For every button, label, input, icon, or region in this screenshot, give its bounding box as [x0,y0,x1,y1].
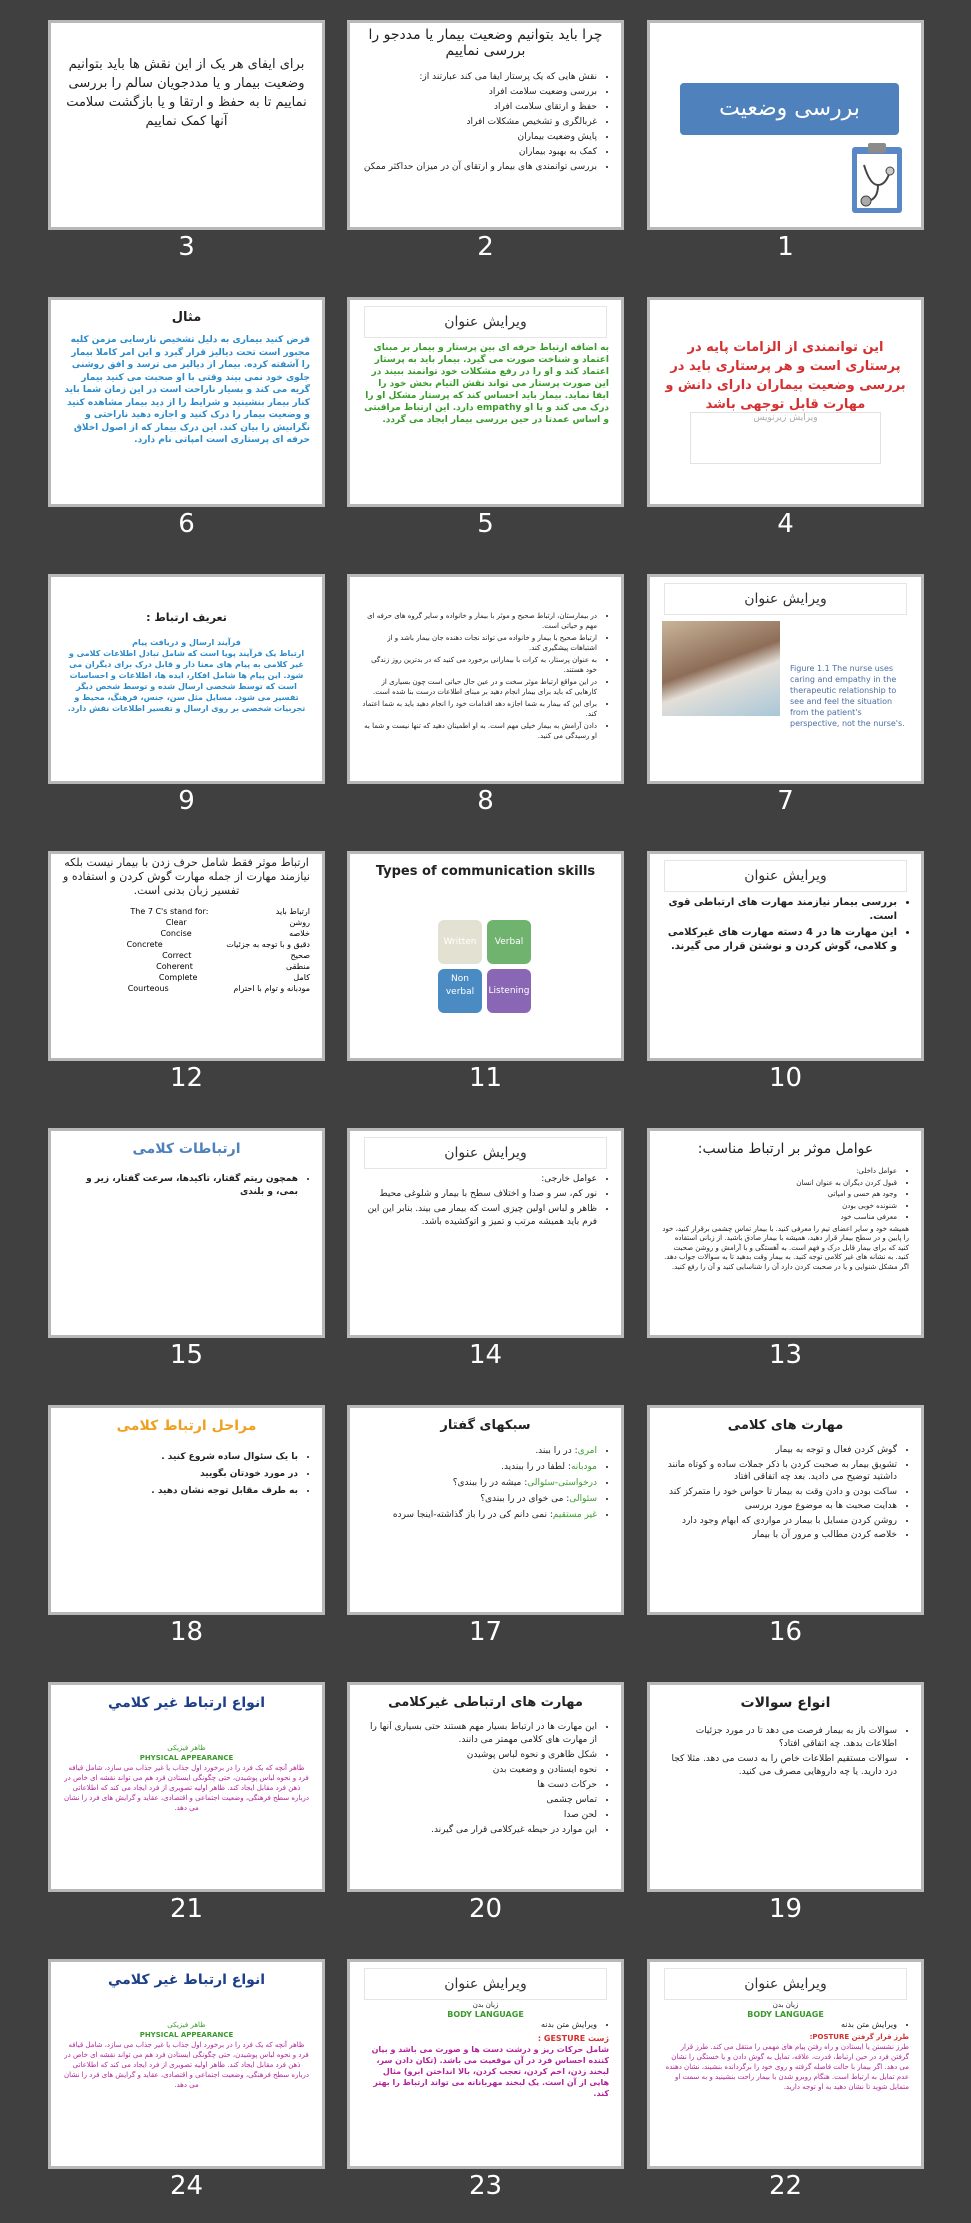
slide-number: 9 [178,786,195,816]
slide-number: 18 [169,1617,204,1647]
list-item: • گوش کردن فعال و توجه به بیمار [662,1444,897,1457]
slide-number: 23 [468,2171,503,2201]
list-item: • غربالگری و تشخیص مشکلات افراد [362,116,597,129]
slide-number: 20 [468,1894,503,1924]
list-header-fa: ارتباط باید [275,907,310,916]
fa-item: خلاصه [289,929,310,938]
slide-number: 3 [178,232,195,262]
slide-number: 4 [777,509,794,539]
list-item: • عوامل خارجی: [362,1173,597,1186]
fa-item: روشن [289,918,310,927]
figure-caption: Figure 1.1 The nurse uses caring and empathy in the therapeutic relationship to see and feel the situation from the patient's perspective, not the nurse's. [790,664,905,728]
slide-21[interactable] [48,1682,325,1892]
slide-6[interactable] [48,297,325,507]
list-item: • ظاهر و لباس اولین چیزی است که بیمار می بیند. بنابر این این فرم باید همیشه مرتب و تمیز و اتوکشیده باشد. [362,1203,597,1229]
list-item: • برای این که بیمار به شما اجازه دهد اقدامات خود را انجام دهید باید به شما اعتماد کند. [362,699,597,719]
list-item: • سوالات باز به بیمار فرصت می دهد تا در مورد جزئیات اطلاعات بدهد. چه اتفاقی افتاد؟ [662,1725,897,1751]
slide-number: 7 [777,786,794,816]
subtitle-placeholder: ویرایش زیرنویس [690,412,881,464]
list-item: • با یک سئوال ساده شروع کنید . [63,1450,298,1465]
slide-title: مراحل ارتباط کلامی [116,1418,257,1434]
style-example: : نمی دانم کی در را باز گذاشته-اینجا سرده [392,1510,553,1520]
style-example: : در را ببند. [535,1446,578,1456]
fa-item: کامل [293,973,310,982]
tile-nonverbal: Non verbal [438,969,482,1013]
list-item: • به عنوان پرستار، به کرات با بیمارانی برخورد می کنید که در بدترین روز زندگی خود هستند. [362,655,597,675]
slide-7[interactable] [647,574,924,784]
slide-body [662,1167,909,1329]
tile-verbal: Verbal [487,920,531,964]
slide-body [63,2020,310,2160]
slide-3[interactable] [48,20,325,230]
slide-body [63,1450,310,1606]
slide-title: ارتباطات کلامی [132,1141,241,1157]
slide-body [362,611,609,775]
seven-cs-list [63,906,310,994]
list-item: • عوامل داخلی: [662,1167,897,1177]
slide-5[interactable] [347,297,624,507]
slide-number: 2 [477,232,494,262]
list-item: • بررسی توانمندی های بیمار و ارتقای آن در میزان حداکثر ممکن [362,161,597,174]
list-item: • ساکت بودن و دادن وقت به بیمار تا حواس خود را متمرکز کند [662,1486,897,1499]
slide-body [362,1173,609,1329]
slide-15[interactable] [48,1128,325,1338]
slide-paragraph: طرز نشستن یا ایستادن و راه رفتن پیام های مهمی را منتقل می کند. طرز قرار گرفتن فرد در حین ارتباط، قدرت، علاقه، تمایل به گوش دادن و یا خستگی را نشان می دهد. اگر بیمار با حالت فاصله گرفته و روی خود را برگردانده بنشیند، نشان دهنده عدم تمایل به ارتباط است. هنگام روبرو شدن با بیمار راحت بنشینید و به سمت او متمایل شوید تا نشان دهید به او توجه دارید. [665,2043,909,2091]
subheading-fa: زبان بدن [472,2001,499,2009]
list-item: • شکل ظاهری و نحوه لباس پوشیدن [362,1749,597,1762]
slide-14[interactable] [347,1128,624,1338]
slide-title: Types of communication skills [375,864,596,879]
slide-paragraph: شامل حرکات ریز و درشت دست ها و صورت می باشد و بیان کننده احساس فرد در آن موقعیت می باشد. (تکان دادن سر، لبخند زدن، اخم کردن، تعجب کردن، بالا انداختن ابرو) مثال هایی از آن است. یک لبخند مهربانانه می تواند ارتباط را بهتر کند. [371,2045,609,2098]
slide-body: به اضافه ارتباط حرفه ای بین پرستار و بیمار بر مبنای اعتماد و شناخت صورت می گیرد. بیمار باید به پرستار اعتماد کند و او را در رفع مشکلات خود توانمند ببیند در این صورت پرستار می تواند نقش التیام بخش خود را ایفا نماید. بیمار باید احساس کند که پرستار مشکل او را درک می کند و با او empathy دارد. این ارتباط مراقبتی و اساس عمدتا در حین بررسی بیمار ایجاد می گردد. [364,343,609,425]
slide-body: برای ایفای هر یک از این نقش ها باید بتوانیم وضعیت بیمار و یا مددجویان سالم را بررسی نماییم تا به حفظ و ارتقا و یا بازگشت سلامت آنها کمک نماییم [66,57,307,129]
slide-19[interactable] [647,1682,924,1892]
section-label: طرز قرار گرفتن POSTURE: [809,2033,909,2041]
slide-body [63,1173,310,1329]
style-example: : میشه در را ببندی؟ [452,1478,528,1488]
slide-body [362,2000,609,2160]
list-item: • دادن آرامش به بیمار خیلی مهم است. به او اطمینان دهید که تنها نیست و شما به او رسیدگی می کنید. [362,721,597,741]
style-example: : می خوای در را ببندی؟ [480,1494,570,1504]
slide-number: 21 [169,1894,204,1924]
fa-item: مودبانه و توام با احترام [233,984,310,993]
list-item: • بررسی بیمار نیازمند مهارت های ارتباطی قوی است. [662,896,897,924]
list-item: • سوالات مستقیم اطلاعات خاص را به دست می دهد. مثلا کجا درد دارید. یا چه داروهایی مصرف می کنید. [662,1753,897,1779]
slide-title: ویرایش عنوان [664,860,907,892]
slide-number: 10 [768,1063,803,1093]
slide-title: انواع ارتباط غير كلامي [107,1695,266,1711]
list-item: • در مورد خودتان بگویید [63,1467,298,1482]
slide-title: عوامل موثر بر ارتباط مناسب: [697,1141,874,1157]
list-item: • ارتباط صحیح با بیمار و خانواده می تواند نجات دهنده جان بیمار باشد و از اشتباهات پیشگیری کند. [362,633,597,653]
slide-body: فرض کنید بیماری به دلیل تشخیص نارسایی مزمن کلیه مجبور است تحت دیالیز قرار گیرد و این امر کاملا بیمار را آشفته کرده. بیمار از دیالیز می ترسد و افق روشنی جلوی خود نمی بیند وقتی با او صحبت می کنید بیمار گریه می کند و بسیار ناراحت است در این زمان شما باید کنار بیمار بنشینید و شرایط را از دید بیمار مشاهده کنید و وضعیت بیمار را درک کنید و اجازه دهید ناراحتی و نگرانیش را بیان کند. این درک بیمار که از اصول اخلاق حرفه ای پرستاری است امپاتی نام دارد. [64,335,310,445]
list-item: • شنونده خوبی بودن [662,1202,897,1212]
list-item [362,1476,597,1490]
slide-title: ویرایش عنوان [664,1968,907,2000]
subheading-en: PHYSICAL APPEARANCE [139,2031,234,2039]
slide-title: سبکهای گفتار [440,1418,531,1433]
list-item: • لحن صدا [362,1809,597,1822]
slide-title: تعریف ارتباط : [146,611,227,624]
slide-title: انواع ارتباط غير كلامي [107,1972,266,1988]
slide-number: 16 [768,1617,803,1647]
slide-title: مهارت های کلامی [727,1418,844,1433]
subheading-fa: ظاهر فیزیکی [167,2021,206,2029]
list-item: • قبول کردن دیگران به عنوان انسان [662,1179,897,1189]
slide-13[interactable] [647,1128,924,1338]
slide-9[interactable] [48,574,325,784]
slide-body [362,1444,609,1606]
slide-11[interactable] [347,851,624,1061]
slide-body: این توانمندی از الزامات پایه در پرستاری است و هر پرستاری باید در بررسی وضعیت بیماران دارای دانش و مهارت قابل توجهی باشد [665,340,906,412]
c-item: Courteous [127,984,169,993]
style-name: سئوالی [569,1494,597,1504]
slide-title: بررسی وضعیت [680,83,899,135]
list-item: • ویرایش متن بدنه [362,2020,597,2030]
slide-body [63,1743,310,1883]
slide-number: 11 [468,1063,503,1093]
subheading-en: BODY LANGUAGE [747,2010,824,2019]
list-item: • معرفی مناسب خود [662,1213,897,1223]
slide-paragraph: ظاهر آنچه که یک فرد را در برخورد اول جذاب یا غیر جذاب می سازد، شامل قیافه فرد و نحوه لباس پوشیدن، حتی چگونگی ایستادن فرد هم می تواند نقشه ای خاص در ذهن فرد مقابل ایجاد کند. ظاهر اولیه تصویری از فرد ایجاد می کند که اطلاعاتی درباره سطح فرهنگی، وضعیت اجتماعی و اقتصادی، عقاید و گرایش های فرد را نشان می دهد. [63,1764,310,1812]
slide-body [662,2000,909,2160]
slide-number: 1 [777,232,794,262]
list-item: • در بیمارستان، ارتباط صحیح و موثر با بیمار و خانواده و سایر گروه های حرفه ای مهم و حیاتی است. [362,611,597,631]
clipboard-stethoscope-icon [846,141,908,217]
style-example: : لطفا در را ببندید. [501,1462,571,1472]
slide-number: 14 [468,1340,503,1370]
slide-title: ویرایش عنوان [364,1968,607,2000]
slide-18[interactable] [48,1405,325,1615]
list-item: • این موارد در حیطه غیرکلامی قرار می گیرند. [362,1824,597,1837]
list-item: • نحوه ایستادن و وضعیت بدن [362,1764,597,1777]
list-item [362,1444,597,1458]
list-item: • این مهارت ها در 4 دسته مهارت های غیرکلامی و کلامی، گوش کردن و نوشتن قرار می گیرند. [662,926,897,954]
slide-10[interactable] [647,851,924,1061]
style-name: درخواستی-سئوالی [527,1478,597,1488]
slide-20[interactable] [347,1682,624,1892]
slide-24[interactable] [48,1959,325,2169]
c-item: Concrete [126,940,163,949]
list-item: • بررسی وضعیت سلامت افراد [362,86,597,99]
slide-body [662,896,909,1052]
slide-number: 5 [477,509,494,539]
slide-number: 6 [178,509,195,539]
slide-number: 15 [169,1340,204,1370]
slide-number: 17 [468,1617,503,1647]
list-item: • حرکات دست ها [362,1779,597,1792]
slide-number: 8 [477,786,494,816]
slide-title: چرا باید بتوانیم وضعیت بیمار یا مددجو را بررسی نماییم [368,27,603,59]
slide-23[interactable] [347,1959,624,2169]
style-name: مودبانه [570,1462,597,1472]
c-item: Correct [162,951,192,960]
list-item: • همچون ریتم گفتار، تأکیدها، سرعت گفتار، زیر و بمی، و بلندی [63,1173,298,1199]
slide-number: 13 [768,1340,803,1370]
slide-number: 24 [169,2171,204,2201]
list-item: • تماس چشمی [362,1794,597,1807]
slide-paragraph: همیشه خود و سایر اعضای تیم را معرفی کنید. با بیمار تماس چشمی برقرار کنید، خود را پایین و در سطح بیمار قرار دهید، همیشه با بیمار صادق باشید. از زبانی استفاده کنید که برای بیمار قابل درک و فهم است. به آهستگی و با آرامش و روشن صحبت کنید. به نشانه های غیر کلامی توجه کنید. به بیمار وقت بدهید تا به سوالات جواب دهد. اگر مشکل شنوایی و یا در صحبت کردن دارد آن را شناسایی کنید و آن را رفع کنید. [662,1224,909,1271]
list-item: • در این مواقع ارتباط موثر سخت و در عین حال حیاتی است چون بسیاری از کارهایی که باید برای بیمار انجام دهید بر مبنای اطلاعات درست بنا شده است. [362,677,597,697]
slide-title: انواع سوالات [740,1695,831,1711]
slide-body [362,1721,609,1883]
fa-item: صحیح [290,951,310,960]
subheading-en: PHYSICAL APPEARANCE [139,1754,234,1762]
subheading-en: BODY LANGUAGE [447,2010,524,2019]
slide-body [63,637,310,775]
slide-22[interactable] [647,1959,924,2169]
list-item [362,1492,597,1506]
slide-title: ویرایش عنوان [364,1137,607,1169]
slide-body [662,1444,909,1606]
list-item: • تشویق بیمار به صحبت کردن با ذکر جملات ساده و کوتاه مانند داشتید توضیح می دادید. بعد چه اتفاقی افتاد [662,1459,897,1484]
fa-item: منطقی [286,962,310,971]
slide-title: ویرایش عنوان [664,583,907,615]
slide-body [662,1725,909,1883]
style-name: امری [577,1446,597,1456]
list-item: • روشن کردن مسایل با بیمار در مواردی که ابهام وجود دارد [662,1515,897,1528]
c-item: Coherent [156,962,193,971]
slide-subheading: فرآیند ارسال و دریافت پیام [132,638,241,647]
tile-listening: Listening [487,969,531,1013]
slide-4[interactable] [647,297,924,507]
slide-12[interactable] [48,851,325,1061]
slide-1[interactable] [647,20,924,230]
list-item [362,1508,597,1522]
slide-8[interactable] [347,574,624,784]
section-label: ژست GESTURE : [537,2034,609,2043]
subheading-fa: ظاهر فیزیکی [167,1744,206,1752]
list-item: • حفظ و ارتقای سلامت افراد [362,101,597,114]
slide-title: مهارت های ارتباطی غیرکلامی [388,1695,583,1710]
list-item: • این مهارت ها در ارتباط بسیار مهم هستند حتی بسیاری آنها را از مهارت های کلامی مهمتر می دانند. [362,1721,597,1747]
style-name: غیر مستقیم [552,1510,597,1520]
list-item: • کمک به بهبود بیماران [362,146,597,159]
list-item: • خلاصه کردن مطالب و مرور آن با بیمار [662,1529,897,1542]
list-item: • به طرف مقابل توجه نشان دهید . [63,1484,298,1499]
slide-number: 12 [169,1063,204,1093]
slide-title: ارتباط موثر فقط شامل حرف زدن با بیمار نیست بلکه نیازمند مهارت از جمله مهارت گوش کردن و استفاده و تفسیر زبان بدنی است. [63,856,310,897]
list-item: • نور کم، سر و صدا و اختلاف سطح با بیمار و شلوغی محیط [362,1188,597,1201]
slide-title: مثال [171,310,202,325]
c-item: Clear [165,918,187,927]
nurse-patient-photo [662,621,780,716]
slide-2[interactable] [347,20,624,230]
c-item: Concise [160,929,192,938]
list-item: • وجود هم حسی و امپاتی [662,1190,897,1200]
list-item [362,1460,597,1474]
subheading-fa: زبان بدن [772,2001,799,2009]
tile-written: Written [438,920,482,964]
list-header: The 7 C's stand for: [130,907,209,916]
list-item: • پایش وضعیت بیماران [362,131,597,144]
slide-17[interactable] [347,1405,624,1615]
fa-item: دقیق و با توجه به جزئیات [226,940,310,949]
list-item: • هدایت صحبت ها به موضوع مورد بررسی [662,1500,897,1513]
list-item: • ویرایش متن بدنه [662,2020,897,2030]
list-item: • نقش هایی که یک پرستار ایفا می کند عبارتند از: [362,71,597,84]
slide-paragraph: ظاهر آنچه که یک فرد را در برخورد اول جذاب یا غیر جذاب می سازد، شامل قیافه فرد و نحوه لباس پوشیدن، حتی چگونگی ایستادن فرد هم می تواند نقشه ای خاص در ذهن فرد مقابل ایجاد کند. ظاهر اولیه تصویری از فرد ایجاد می کند که اطلاعاتی درباره سطح فرهنگی، وضعیت اجتماعی و اقتصادی، عقاید و گرایش های فرد را نشان می دهد. [63,2041,310,2089]
c-item: Complete [158,973,198,982]
slide-paragraph: ارتباط یک فرآیند پویا است که شامل تبادل اطلاعات کلامی و غیر کلامی به پیام های معنا دار و قابل درک برای دیگران می شود. این پیام ها شامل افکار، ایده ها، اطلاعات و احساسات است که توسط شخصی ارسال شده و توسط شخص دیگر تفسیر می شود. مسایل مثل سن، جنس، فرهنگ، محیط و تجربیات شخصی بر روی ارسال و تفسیر اطلاعات نقش دارد. [67,649,306,713]
slide-title: ویرایش عنوان [364,306,607,338]
slide-number: 22 [768,2171,803,2201]
slide-body [362,71,609,221]
slide-16[interactable] [647,1405,924,1615]
slide-number: 19 [768,1894,803,1924]
